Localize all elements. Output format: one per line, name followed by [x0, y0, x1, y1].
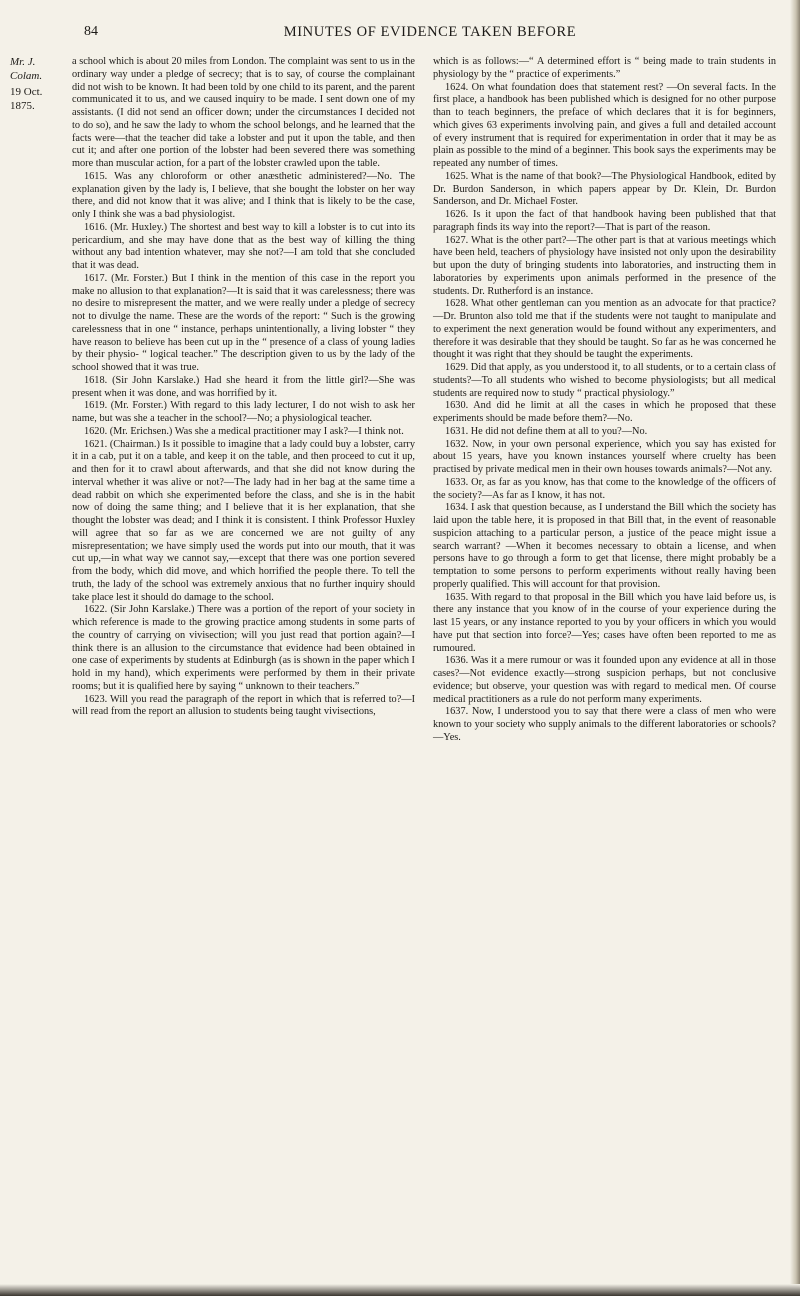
paragraph: 1621. (Chairman.) Is it possible to imagine that a lady could buy a lobster, carry it in a cab, put it on a table, and keep it on the table, and then proceed to cut it up, and then for it to crawl about afterwards, and that she did not know during the interval whether it was alive or not?—The lady had in her bag at the same time a dead rabbit on which she experimented before the class, and she is in the habit now of doing the same thing; and I believe that it is her explanation, that she thought the lobster was dead; and I think it is consistent. I think Professor Huxley will agree that so far as we are concerned we are not guilty of any misrepresentation; we have simply used the words put into our mouth, that it was cut up,—in what way we cannot say,—except that there was one portion severed from the body, which did move, and which horrified the people there. To tell the truth, the lady of the school was extremely anxious that no further inquiry should take place lest it should do damage to the school.	[72, 438, 415, 603]
paragraph: 1619. (Mr. Forster.) With regard to this lady lecturer, I do not wish to ask her name, but was she a teacher in the school?—No; a physiological teacher.	[72, 400, 415, 424]
paragraph: 1632. Now, in your own personal experience, which you say has existed for about 15 years, have you known instances yourself where cruelty has been practised by private medical men in their own houses towards animals?—Not any.	[433, 438, 776, 475]
page-header	[70, 24, 790, 44]
paragraph: 1633. Or, as far as you know, has that come to the knowledge of the officers of the society?—As far as I know, it has not.	[433, 476, 776, 501]
paragraph: 1635. With regard to that proposal in the Bill which you have laid before us, is there any instance that you know of in the course of your experience during the last 15 years, or any instance reported to you by your officers in which you would have put that section into force?—Yes; cases have often been reported to me as rumoured.	[433, 591, 776, 654]
paragraph: 1617. (Mr. Forster.) But I think in the mention of this case in the report you make no allusion to that explanation?—It is said that it was carelessness; there was no desire to misrepresent the matter, and we were really under a pledge of secrecy not to divulge the name. These are the words of the report: “ Such is the growing carelessness that in one “ instance, perhaps unintentionally, a living lobster “ they have reason to believe has been cut up in the “ presence of a class of young ladies by their physio- “ logical teacher.” The description given to us by the lady of the school showed that it was true.	[72, 272, 415, 373]
page-edge-shadow	[790, 0, 800, 1296]
right-column	[433, 56, 776, 745]
paragraph: 1627. What is the other part?—The other part is that at various meetings which have been held, teachers of physiology have insisted not only upon the desirability but upon the duty of bringing students into laboratories, and instructing them in laboratories by experiments upon animals performed in the presence of the students. Dr. Rutherford is an instance.	[433, 234, 776, 297]
paragraph: 1620. (Mr. Erichsen.) Was she a medical practitioner may I ask?—I think not.	[84, 425, 404, 437]
paragraph: 1625. What is the name of that book?—The Physiological Handbook, edited by Dr. Burdon Sanderson, in which papers appear by Dr. Klein, Dr. Burdon Sanderson, and Dr. Michael Foster.	[433, 170, 776, 208]
running-head: MINUTES OF EVIDENCE TAKEN BEFORE	[283, 24, 577, 40]
paragraph: 1634. I ask that question because, as I understand the Bill which the society has laid upon the table here, it is proposed in that Bill that, in the event of reasonable suspicion attaching to a particular person, a justice of the peace might issue a search warrant? —When it becomes necessary to obtain a license, and when persons have to go through a form to get that license, there might probably be a temptation to some persons to perform experiments without really having been properly qualified. This will account for that provision.	[433, 502, 776, 590]
paragraph: 1637. Now, I understood you to say that there were a class of men who were known to your society who supply animals to the different laboratories or schools?—Yes.	[433, 706, 776, 743]
paragraph: 1628. What other gentleman can you mention as an advocate for that practice?—Dr. Brunton also told me that if the students were not taught to manipulate and to experiment the next generation would be found without any experimenters, and therefore it was desirable that they should be taught. So far as he was concerned he thought it was right that they should be taught the experiments.	[433, 298, 776, 361]
paragraph: 1622. (Sir John Karslake.) There was a portion of the report of your society in which reference is made to the growing practice among students in some parts of the country of carrying on vivisection; will you just read that portion again?—I think there is an allusion to the circumstance that evidence had been obtained in one case of experiments by students at Edinburgh (as is shown in the paper which I hold in my hand), which experiments were performed by them in their private rooms; but it is qualified here by saying “ unknown to their teachers.”	[72, 604, 415, 692]
page-bottom-shadow	[0, 1284, 800, 1296]
margin-witness: Mr. J. Colam.	[10, 56, 43, 82]
paragraph: 1629. Did that apply, as you understood it, to all students, or to a certain class of students?—To all students who wished to become physiologists; but all medical students are required now to study “ practical physiology.”	[433, 362, 776, 399]
paragraph: 1636. Was it a mere rumour or was it founded upon any evidence at all in those cases?—Not evidence exactly—strong suspicion perhaps, but not conclusive evidence; but observe, your question was with regard to medical men. Of course medical practitioners as a rule do not perform many experiments.	[433, 655, 776, 705]
margin-date: 19 Oct. 1875.	[10, 86, 43, 112]
left-column	[72, 56, 415, 719]
page-number: 84	[84, 24, 98, 39]
margin-note	[10, 55, 68, 113]
paragraph: 1623. Will you read the paragraph of the report in which that is referred to?—I will read from the report an allusion to students being taught vivisections,	[72, 693, 415, 718]
paragraph: 1630. And did he limit at all the cases in which he proposed that these experiments should be made before them?—No.	[433, 400, 776, 424]
paragraph: 1616. (Mr. Huxley.) The shortest and best way to kill a lobster is to cut into its pericardium, and she may have done that as the best way of killing the thing without any bad intention whatever, may she not?—I am told that she concluded that it was dead.	[72, 221, 415, 271]
paragraph: which is as follows:—“ A determined effort is “ being made to train students in physiology by the “ practice of experiments.”	[433, 56, 776, 80]
paragraph: 1624. On what foundation does that statement rest? —On several facts. In the first place, a handbook has been published which is designed for no other purpose than to teach beginners, the preface of which declares that it is for beginners, which gives 63 experiments involving pain, and gives a full and detailed account of every instrument that is required for experimentation in order that it may be as plain as possible to the mind of a beginner. This book says the experiments may be repeated any number of times.	[433, 81, 776, 169]
paragraph: 1615. Was any chloroform or other anæsthetic administered?—No. The explanation given by the lady is, I believe, that she bought the lobster on her way there, and did not know that it was alive; and I think that is likely to be the case, only I think she was a bad physiologist.	[72, 170, 415, 220]
paragraph: 1626. Is it upon the fact of that handbook having been published that that paragraph finds its way into the report?—That is part of the reason.	[433, 209, 776, 233]
paragraph: 1618. (Sir John Karslake.) Had she heard it from the little girl?—She was present when it was done, and was horrified by it.	[72, 374, 415, 399]
paragraph: 1631. He did not define them at all to you?—No.	[445, 425, 648, 437]
paragraph: a school which is about 20 miles from London. The complaint was sent to us in the ordinary way under a pledge of secrecy; that is to say, of course the complainant did not wish to be known. It had been told by one child to its parent, and the parent communicated it to us, and we caused inquiry to be made. I sent down one of my assistants. (I did not send an officer down; under the circumstances I decided not to do so), and he saw the lady to whom the school belongs, and he learned that the facts were—that the teacher did take a lobster and put it upon the table, and then cut it; and after one portion of the lobster had been severed there was something more than muscular action, for a part of the lobster crawled upon the table.	[72, 56, 415, 169]
